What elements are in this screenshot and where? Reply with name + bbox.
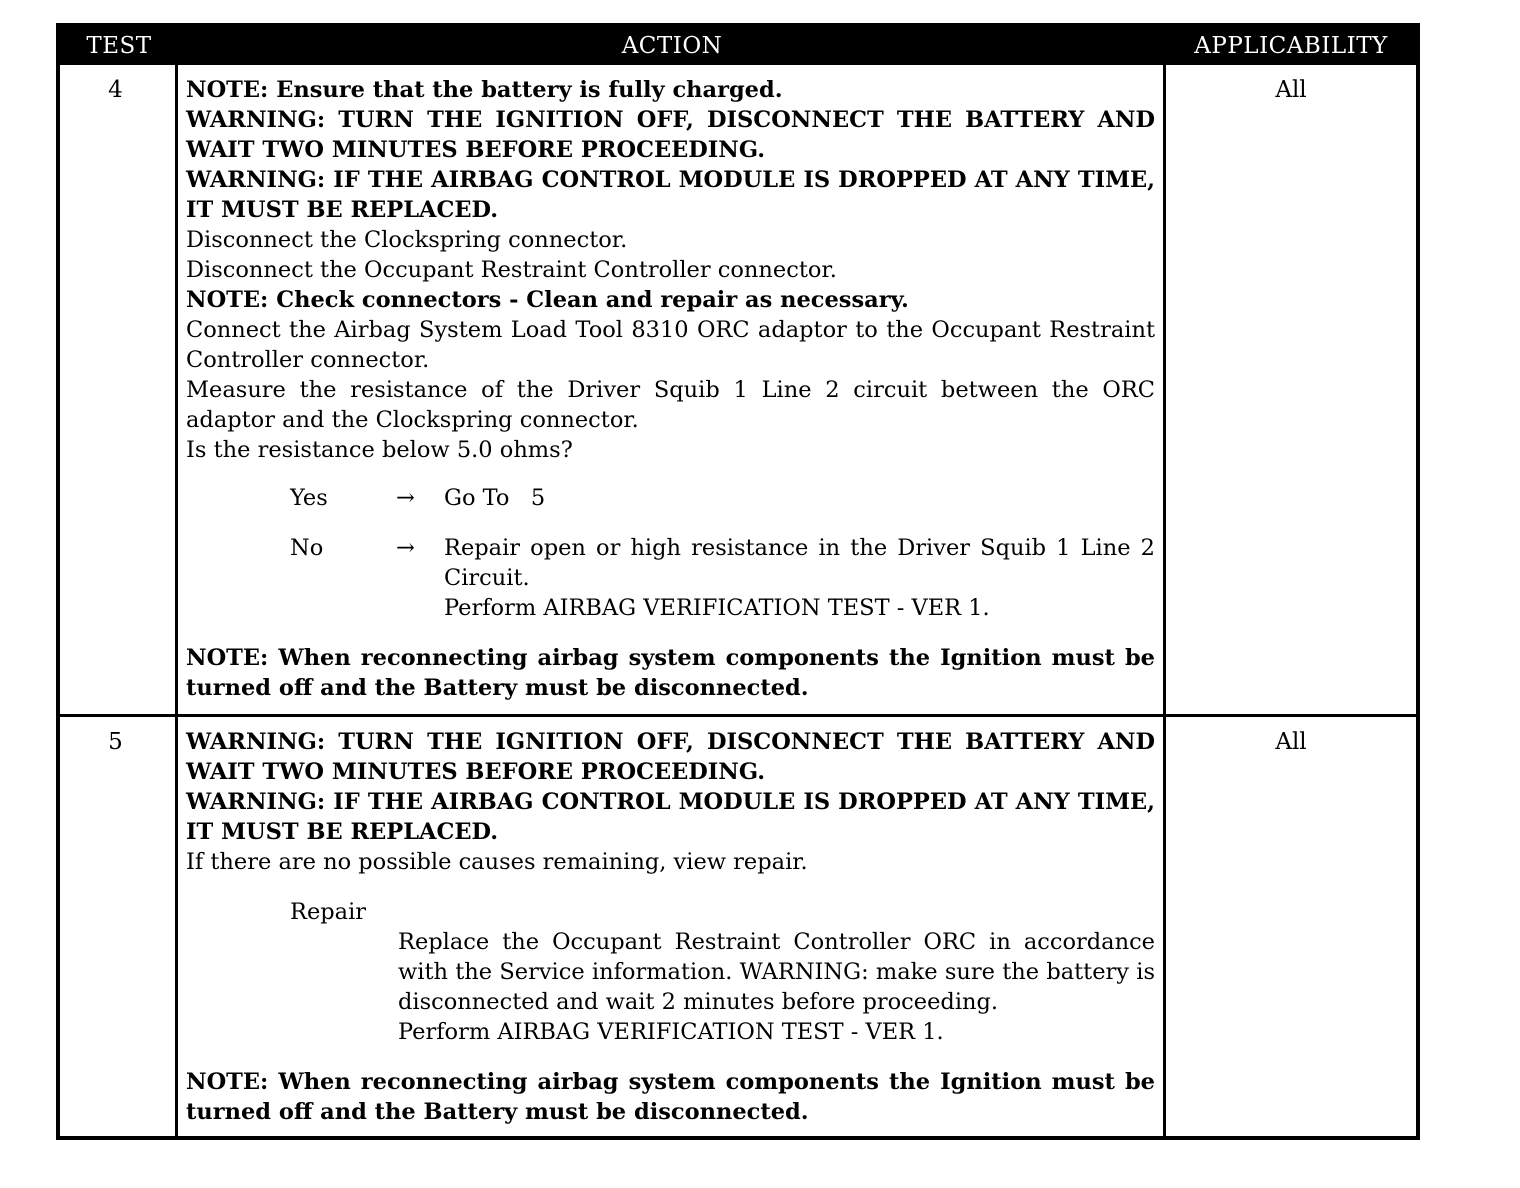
header-action: ACTION — [621, 33, 723, 59]
warning-module-dropped: WARNING: IF THE AIRBAG CONTROL MODULE IS DROPPED AT ANY TIME, IT MUST BE REPLACED. — [186, 167, 1155, 223]
repair-text: Replace the Occupant Restraint Controller ORC in accordance with the Service information. WARNING: make sure the battery is disconnected and wait 2 minutes before proceeding. — [398, 929, 1155, 1015]
option-no-label: No — [290, 535, 324, 561]
test-number: 5 — [60, 717, 178, 1136]
warning-ignition: WARNING: TURN THE IGNITION OFF, DISCONNECT THE BATTERY AND WAIT TWO MINUTES BEFORE PROCEEDING. — [186, 107, 1155, 163]
option-yes — [290, 483, 1155, 513]
note-reconnecting: NOTE: When reconnecting airbag system components the Ignition must be turned off and the Battery must be disconnected. — [186, 645, 1155, 701]
step-text: Disconnect the Occupant Restraint Controller connector. — [186, 257, 837, 283]
header-test: TEST — [86, 33, 152, 59]
action-cell — [178, 65, 1166, 714]
option-yes-label: Yes — [290, 485, 328, 511]
header-applicability: APPLICABILITY — [1194, 33, 1388, 59]
right-arrow-icon: → — [396, 485, 415, 511]
action-cell — [178, 717, 1166, 1136]
table-header — [60, 27, 1416, 65]
note-connectors: NOTE: Check connectors - Clean and repair as necessary. — [186, 287, 909, 313]
applicability-value: All — [1275, 729, 1307, 755]
repair-perform: Perform AIRBAG VERIFICATION TEST - VER 1. — [398, 1019, 944, 1045]
diagnostic-table — [56, 23, 1420, 1140]
right-arrow-icon: → — [396, 535, 415, 561]
option-no — [290, 533, 1155, 623]
repair-body — [398, 927, 1155, 1047]
note-battery: NOTE: Ensure that the battery is fully charged. — [186, 77, 783, 103]
step-text: Disconnect the Clockspring connector. — [186, 227, 628, 253]
note-reconnecting: NOTE: When reconnecting airbag system components the Ignition must be turned off and the Battery must be disconnected. — [186, 1069, 1155, 1125]
step-text: Measure the resistance of the Driver Squib 1 Line 2 circuit between the ORC adaptor and the Clockspring connector. — [186, 377, 1155, 433]
option-yes-result: Go To 5 — [444, 485, 546, 511]
step-text: Connect the Airbag System Load Tool 8310 ORC adaptor to the Occupant Restraint Controller connector. — [186, 317, 1155, 373]
applicability-value: All — [1275, 77, 1307, 103]
repair-label: Repair — [290, 899, 367, 925]
question-text: Is the resistance below 5.0 ohms? — [186, 437, 573, 463]
option-no-result: Repair open or high resistance in the Driver Squib 1 Line 2 Circuit. — [444, 535, 1155, 591]
warning-module-dropped: WARNING: IF THE AIRBAG CONTROL MODULE IS DROPPED AT ANY TIME, IT MUST BE REPLACED. — [186, 789, 1155, 845]
step-text: If there are no possible causes remaining, view repair. — [186, 849, 808, 875]
test-number: 4 — [60, 65, 178, 714]
table-row — [60, 65, 1416, 714]
warning-ignition: WARNING: TURN THE IGNITION OFF, DISCONNECT THE BATTERY AND WAIT TWO MINUTES BEFORE PROCEEDING. — [186, 729, 1155, 785]
table-row — [60, 714, 1416, 1136]
option-no-perform: Perform AIRBAG VERIFICATION TEST - VER 1. — [444, 595, 990, 621]
option-no-result-block — [444, 533, 1155, 623]
